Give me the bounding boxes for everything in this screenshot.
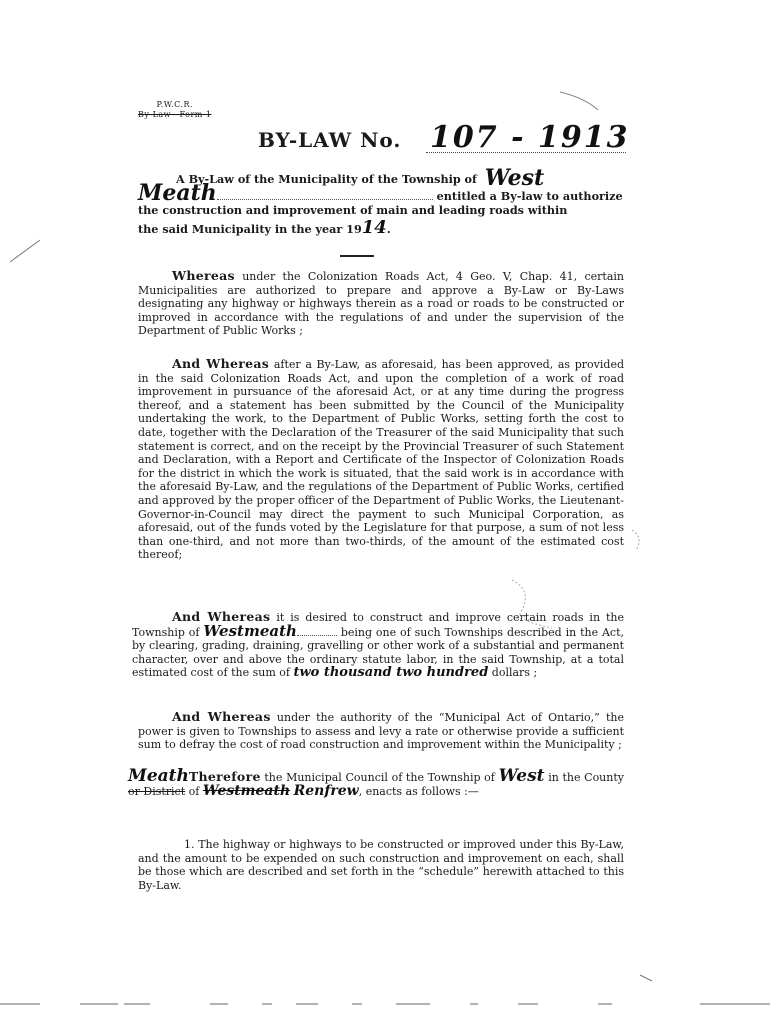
therefore-clause-text-c: of xyxy=(188,784,200,798)
county-struck-handwritten: Westmeath xyxy=(202,782,291,799)
faded-stamp-mark xyxy=(512,580,552,628)
therefore-clause-lead: Therefore xyxy=(188,769,261,784)
bylaw-title-label: BY-LAW No. xyxy=(258,128,402,152)
whereas-clause-3-text-a: it is desired to construct and improve certain roads in the Township of xyxy=(132,611,625,639)
whereas-clause-2-text: after a By-Law, as aforesaid, has been approved, as provided in the said Colonization Roads Act, and upon the completion of a work of road improvement in pursuance of the aforesaid Act, or at any time during the progress thereof, and a statement has been submitted by the Council of the Municipality undertaking the work, to the Department of Public Works, setting forth the cost to date, together with the Declaration of the Treasurer of the said Municipality that such statement is correct, and on the receipt by the Provincial Treasurer of such Statement and Declaration, with a Report and Certificate of the Inspector of Colonization Roads for the district in which the work is situated, that the said work is in accordance with the aforesaid By-Law, and the regulations of the Department of Public Works, certified and approved by the proper officer of the Department of Public Works, the Lieutenant-Governor-in-Council may direct the payment to such Municipal Corporation, as aforesaid, out of the funds voted by the Legislature for that purpose, a sum of not less than one-third, and not more than two-thirds, of the amount of the estimated cost thereof; xyxy=(138,358,624,562)
therefore-clause-text-a: the Municipal Council of the Township of xyxy=(264,771,495,784)
preamble-lead: A By-Law of the Municipality of the Township of xyxy=(176,172,477,186)
whereas-clause-1-lead: Whereas xyxy=(172,268,235,283)
whereas-clause-3-text-b: being one of such Townships described in the Act, by clearing, grading, draining, gravelling or other work of a substantial and permanent character, over and above the ordinary statute labor, in the said Township, at a total estimated cost of the sum of xyxy=(132,625,625,680)
bottom-tick-mark xyxy=(640,975,652,981)
township-handwritten-2: Meath xyxy=(138,180,217,206)
whereas-clause-3-text-c: dollars ; xyxy=(491,666,538,680)
township-handwritten-3: Westmeath xyxy=(203,621,297,640)
section-1-number: 1. xyxy=(184,838,195,851)
whereas-clause-3-lead: And Whereas xyxy=(172,609,271,624)
county-handwritten: Renfrew xyxy=(293,782,359,799)
township-handwritten-5: West xyxy=(498,766,545,786)
margin-stroke-mark xyxy=(10,240,40,262)
corner-scribble-mark xyxy=(560,92,598,110)
preamble-entitled: entitled a By-law to authorize xyxy=(436,189,623,203)
whereas-clause-4-text: under the authority of the “Municipal Act of Ontario,” the power is given to Townships to assess and levy a rate or otherwise provide a sufficient sum to defray the cost of road construction and improvement within the Municipality ; xyxy=(138,711,625,752)
faded-edge-mark xyxy=(632,530,639,550)
year-handwritten: 14 xyxy=(361,217,387,238)
township-handwritten-1: West xyxy=(484,165,545,191)
preamble-year-text: the said Municipality in the year 19 xyxy=(138,222,362,236)
township-handwritten-4: Meath xyxy=(128,766,189,786)
therefore-clause-text-b: in the County xyxy=(548,771,624,784)
struck-district-text: or District xyxy=(128,784,186,798)
therefore-clause-text-d: , enacts as follows :— xyxy=(358,784,479,798)
form-code-line-2: By-Law—Form 1 xyxy=(138,110,212,119)
form-code-line-1: P.W.C.R. xyxy=(156,100,194,109)
preamble-line-4: the said Municipality in the year 1914. xyxy=(138,217,391,238)
bylaw-number-handwritten: 107 - 1913 xyxy=(430,120,630,155)
whereas-clause-4-lead: And Whereas xyxy=(172,709,271,724)
whereas-clause-1-text: under the Colonization Roads Act, 4 Geo. V, Chap. 41, certain Municipalities are authorized to prepare and approve a By-Law or By-Laws designating any highway or highways therein as a road or roads to be constructed or improved in accordance with the regulations of and under the supervision of the Department of Public Works ; xyxy=(138,270,624,338)
amount-handwritten: two thousand two hundred xyxy=(293,665,489,681)
whereas-clause-2-lead: And Whereas xyxy=(172,356,270,371)
section-1-text: The highway or highways to be constructed or improved under this By-Law, and the amount to be expended on such construction and improvement on each, shall be those which are described and set forth in the “schedule” herewith attached to this By-Law. xyxy=(138,838,624,892)
preamble-line-3: the construction and improvement of main and leading roads within xyxy=(138,203,568,217)
